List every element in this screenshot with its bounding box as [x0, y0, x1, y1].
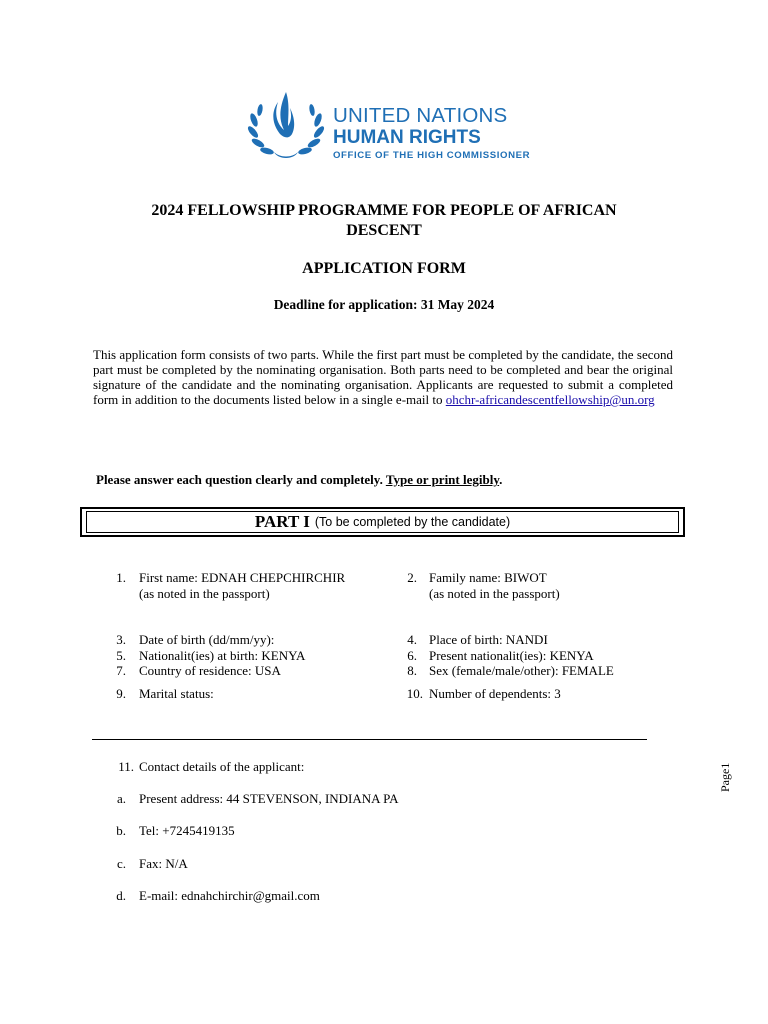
section-divider — [92, 739, 647, 740]
field-label: First name: EDNAH CHEPCHIRCHIR — [139, 570, 346, 585]
field-number: 11. — [118, 759, 134, 774]
part-one-header — [80, 507, 685, 537]
field-number: d. — [116, 888, 126, 903]
logo-line-3: OFFICE OF THE HIGH COMMISSIONER — [333, 149, 531, 161]
title-line-1: 2024 FELLOWSHIP PROGRAMME FOR PEOPLE OF AFRICAN — [151, 202, 617, 219]
field-label: Tel: +7245419135 — [139, 823, 235, 838]
intro-paragraph — [93, 347, 673, 407]
un-emblem-icon — [244, 86, 328, 166]
field-note: (as noted in the passport) — [429, 585, 560, 601]
instruction-text: Please answer each question clearly and completely. — [96, 472, 383, 487]
field-number: 9. — [116, 686, 126, 701]
field-label: E-mail: ednahchirchir@gmail.com — [139, 888, 320, 903]
field-label: Present address: 44 STEVENSON, INDIANA PA — [139, 791, 399, 806]
field-label: Number of dependents: 3 — [429, 686, 561, 701]
form-title: APPLICATION FORM — [302, 260, 466, 277]
field-number: 8. — [407, 663, 417, 678]
logo-text — [333, 106, 530, 160]
submission-email-link[interactable]: ohchr-africandescentfellowship@un.org — [445, 392, 655, 407]
field-label: Marital status: — [139, 686, 214, 701]
instruction-line — [96, 472, 502, 488]
field-label: Place of birth: NANDI — [429, 632, 548, 647]
intro-text: This application form consists of two parts. While the first part must be completed by the candidate, the second part must be completed by the nominating organisation. Both parts need to be completed and bear the original signature of the candidate and the nominating organisation. Applicants are requested to submit a completed form in addition to the documents listed below in a single e-mail to — [93, 347, 673, 407]
deadline-text: Deadline for application: 31 May 2024 — [273, 297, 495, 312]
field-label: Sex (female/male/other): FEMALE — [429, 663, 614, 678]
field-label: Present nationalit(ies): KENYA — [429, 648, 594, 663]
title-line-2: DESCENT — [346, 222, 422, 239]
logo-line-2: HUMAN RIGHTS — [333, 126, 481, 148]
field-number: a. — [116, 791, 126, 806]
part-title: PART I — [254, 512, 310, 531]
logo-line-1: UNITED NATIONS — [333, 104, 508, 127]
field-label: Contact details of the applicant: — [139, 759, 305, 774]
field-number: 4. — [407, 632, 417, 647]
field-number: 5. — [116, 648, 126, 663]
document-title — [90, 201, 678, 241]
field-label: Fax: N/A — [139, 856, 188, 871]
field-number: c. — [116, 856, 126, 871]
field-label: Nationalit(ies) at birth: KENYA — [139, 648, 306, 663]
field-number: 1. — [116, 570, 126, 585]
field-label: Family name: BIWOT — [429, 570, 547, 585]
field-label: Date of birth (dd/mm/yy): — [139, 632, 275, 647]
field-label: Country of residence: USA — [139, 663, 281, 678]
part-one-inner-frame — [86, 511, 679, 533]
field-number: 2. — [407, 570, 417, 585]
field-number: b. — [116, 823, 126, 838]
field-number: 6. — [407, 648, 417, 663]
field-number: 7. — [116, 663, 126, 678]
instruction-emphasis: Type or print legibly — [385, 472, 500, 487]
un-human-rights-logo — [244, 86, 531, 166]
field-number: 3. — [116, 632, 126, 647]
instruction-end: . — [499, 472, 503, 487]
field-number: 10. — [406, 686, 423, 701]
field-note: (as noted in the passport) — [139, 585, 270, 601]
page-number: Page1 — [718, 762, 732, 792]
part-subtitle: (To be completed by the candidate) — [314, 515, 511, 529]
